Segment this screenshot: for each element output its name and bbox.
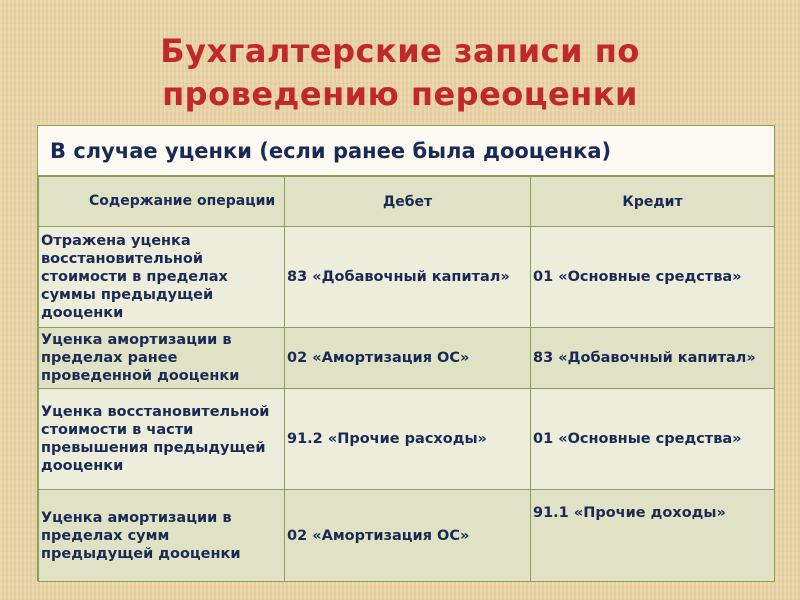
slide-title-line-2: проведению переоценки: [162, 75, 638, 113]
credit-cell: 01 «Основные средства»: [531, 389, 775, 490]
table-row: [39, 227, 775, 328]
column-header-credit: Кредит: [531, 177, 775, 227]
credit-cell: 83 «Добавочный капитал»: [531, 328, 775, 389]
debit-cell: 83 «Добавочный капитал»: [285, 227, 531, 328]
table-heading: В случае уценки (если ранее была дооценка): [38, 126, 774, 176]
operation-cell: Уценка амортизации в пределах сумм предыдущей дооценки: [39, 490, 285, 582]
operation-cell: Уценка восстановительной стоимости в части превышения предыдущей дооценки: [39, 389, 285, 490]
table-row: [39, 328, 775, 389]
debit-cell: 02 «Амортизация ОС»: [285, 490, 531, 582]
operation-cell: Уценка амортизации в пределах ранее проведенной дооценки: [39, 328, 285, 389]
credit-cell: 01 «Основные средства»: [531, 227, 775, 328]
slide-title: [0, 30, 800, 116]
column-header-operation: Содержание операции: [39, 177, 285, 227]
entries-card: [37, 125, 775, 581]
slide-title-line-1: Бухгалтерские записи по: [160, 32, 640, 70]
debit-cell: 91.2 «Прочие расходы»: [285, 389, 531, 490]
debit-cell: 02 «Амортизация ОС»: [285, 328, 531, 389]
column-header-debit: Дебет: [285, 177, 531, 227]
credit-cell: 91.1 «Прочие доходы»: [531, 490, 775, 582]
operation-cell: Отражена уценка восстановительной стоимости в пределах суммы предыдущей дооценки: [39, 227, 285, 328]
table-row: [39, 389, 775, 490]
table-row: [39, 490, 775, 582]
table-header-row: [39, 177, 775, 227]
entries-table: [38, 176, 775, 582]
